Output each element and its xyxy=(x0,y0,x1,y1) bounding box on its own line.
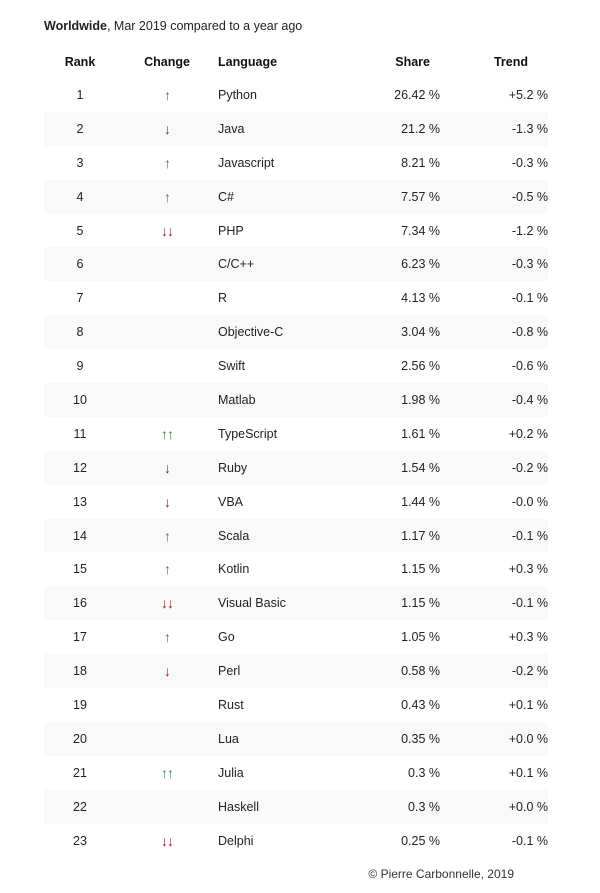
trend-cell: +5.2 % xyxy=(440,78,548,112)
trend-cell: -0.5 % xyxy=(440,180,548,214)
language-cell: Perl xyxy=(218,654,348,688)
language-cell: Haskell xyxy=(218,790,348,824)
trend-cell: -1.2 % xyxy=(440,214,548,248)
share-cell: 0.25 % xyxy=(348,824,440,858)
table-row xyxy=(44,146,548,180)
change-cell xyxy=(116,281,218,315)
language-cell: Visual Basic xyxy=(218,586,348,620)
language-cell: Go xyxy=(218,620,348,654)
language-cell: R xyxy=(218,281,348,315)
language-cell: Python xyxy=(218,78,348,112)
share-cell: 1.15 % xyxy=(348,586,440,620)
share-cell: 4.13 % xyxy=(348,281,440,315)
change-cell xyxy=(116,519,218,553)
change-cell xyxy=(116,383,218,417)
trend-cell: -0.2 % xyxy=(440,654,548,688)
language-cell: Julia xyxy=(218,756,348,790)
table-row xyxy=(44,790,548,824)
table-row xyxy=(44,519,548,553)
table-row xyxy=(44,451,548,485)
language-cell: Swift xyxy=(218,349,348,383)
trend-cell: +0.3 % xyxy=(440,620,548,654)
header-subtitle: , Mar 2019 compared to a year ago xyxy=(106,19,303,33)
rank-cell: 13 xyxy=(44,485,116,519)
table-row xyxy=(44,722,548,756)
rank-cell: 12 xyxy=(44,451,116,485)
language-cell: Lua xyxy=(218,722,348,756)
trend-cell: -0.3 % xyxy=(440,247,548,281)
change-cell xyxy=(116,485,218,519)
share-cell: 1.44 % xyxy=(348,485,440,519)
language-cell: Java xyxy=(218,112,348,146)
rank-cell: 7 xyxy=(44,281,116,315)
share-cell: 1.15 % xyxy=(348,552,440,586)
share-cell: 8.21 % xyxy=(348,146,440,180)
table-row xyxy=(44,756,548,790)
share-cell: 0.3 % xyxy=(348,790,440,824)
share-cell: 1.17 % xyxy=(348,519,440,553)
arrow-down-icon: ↓ xyxy=(164,663,170,680)
share-cell: 2.56 % xyxy=(348,349,440,383)
share-cell: 1.98 % xyxy=(348,383,440,417)
double-arrow-down-icon: ↓↓ xyxy=(161,222,173,239)
change-cell xyxy=(116,180,218,214)
change-cell xyxy=(116,214,218,248)
language-cell: Objective-C xyxy=(218,315,348,349)
table-row xyxy=(44,383,548,417)
arrow-down-icon: ↓ xyxy=(164,493,170,510)
rank-cell: 1 xyxy=(44,78,116,112)
table-row xyxy=(44,349,548,383)
trend-cell: +0.2 % xyxy=(440,417,548,451)
rank-cell: 4 xyxy=(44,180,116,214)
rank-cell: 6 xyxy=(44,247,116,281)
table-row xyxy=(44,620,548,654)
language-cell: TypeScript xyxy=(218,417,348,451)
language-cell: Ruby xyxy=(218,451,348,485)
trend-cell: +0.1 % xyxy=(440,756,548,790)
share-cell: 1.05 % xyxy=(348,620,440,654)
language-cell: PHP xyxy=(218,214,348,248)
table-row xyxy=(44,824,548,858)
table-body xyxy=(44,78,548,857)
share-cell: 0.58 % xyxy=(348,654,440,688)
rank-cell: 23 xyxy=(44,824,116,858)
trend-cell: +0.3 % xyxy=(440,552,548,586)
trend-cell: +0.1 % xyxy=(440,688,548,722)
language-cell: VBA xyxy=(218,485,348,519)
change-cell xyxy=(116,146,218,180)
header-region: Worldwide xyxy=(44,19,107,33)
column-header-language[interactable]: Language xyxy=(218,55,278,69)
language-cell: Scala xyxy=(218,519,348,553)
column-header-trend[interactable]: Trend xyxy=(493,55,528,69)
share-cell: 7.57 % xyxy=(348,180,440,214)
trend-cell: +0.0 % xyxy=(440,722,548,756)
trend-cell: +0.0 % xyxy=(440,790,548,824)
rank-cell: 11 xyxy=(44,417,116,451)
change-cell xyxy=(116,654,218,688)
change-cell xyxy=(116,451,218,485)
change-cell xyxy=(116,349,218,383)
trend-cell: -0.1 % xyxy=(440,281,548,315)
table-row xyxy=(44,247,548,281)
change-cell xyxy=(116,824,218,858)
trend-cell: -0.8 % xyxy=(440,315,548,349)
page-header xyxy=(44,19,302,33)
rank-cell: 19 xyxy=(44,688,116,722)
trend-cell: -0.4 % xyxy=(440,383,548,417)
change-cell xyxy=(116,112,218,146)
rank-cell: 2 xyxy=(44,112,116,146)
table-row xyxy=(44,485,548,519)
rank-cell: 3 xyxy=(44,146,116,180)
trend-cell: -0.6 % xyxy=(440,349,548,383)
language-cell: Kotlin xyxy=(218,552,348,586)
rank-cell: 20 xyxy=(44,722,116,756)
trend-cell: -0.1 % xyxy=(440,586,548,620)
trend-cell: -0.2 % xyxy=(440,451,548,485)
rank-cell: 10 xyxy=(44,383,116,417)
double-arrow-up-icon: ↑↑ xyxy=(161,425,173,442)
table-row xyxy=(44,214,548,248)
arrow-up-icon: ↑ xyxy=(164,561,170,578)
column-header-change[interactable]: Change xyxy=(144,55,190,69)
table-row xyxy=(44,417,548,451)
table-header-row xyxy=(44,46,548,78)
share-cell: 1.61 % xyxy=(348,417,440,451)
trend-cell: -1.3 % xyxy=(440,112,548,146)
language-cell: C/C++ xyxy=(218,247,348,281)
rank-cell: 18 xyxy=(44,654,116,688)
arrow-up-icon: ↑ xyxy=(164,527,170,544)
arrow-up-icon: ↑ xyxy=(164,188,170,205)
rank-cell: 5 xyxy=(44,214,116,248)
trend-cell: -0.1 % xyxy=(440,519,548,553)
change-cell xyxy=(116,688,218,722)
rank-cell: 22 xyxy=(44,790,116,824)
language-cell: Matlab xyxy=(218,383,348,417)
rank-cell: 16 xyxy=(44,586,116,620)
language-cell: Rust xyxy=(218,688,348,722)
share-cell: 0.35 % xyxy=(348,722,440,756)
language-cell: C# xyxy=(218,180,348,214)
arrow-up-icon: ↑ xyxy=(164,629,170,646)
share-cell: 6.23 % xyxy=(348,247,440,281)
trend-cell: -0.0 % xyxy=(440,485,548,519)
rank-cell: 21 xyxy=(44,756,116,790)
column-header-rank[interactable]: Rank xyxy=(64,55,96,69)
share-cell: 0.3 % xyxy=(348,756,440,790)
change-cell xyxy=(116,586,218,620)
arrow-down-icon: ↓ xyxy=(164,459,170,476)
change-cell xyxy=(116,552,218,586)
change-cell xyxy=(116,417,218,451)
change-cell xyxy=(116,790,218,824)
change-cell xyxy=(116,620,218,654)
rank-cell: 9 xyxy=(44,349,116,383)
table-row xyxy=(44,586,548,620)
share-cell: 21.2 % xyxy=(348,112,440,146)
share-cell: 3.04 % xyxy=(348,315,440,349)
double-arrow-down-icon: ↓↓ xyxy=(161,595,173,612)
share-cell: 26.42 % xyxy=(348,78,440,112)
table-row xyxy=(44,654,548,688)
arrow-up-icon: ↑ xyxy=(164,154,170,171)
change-cell xyxy=(116,247,218,281)
table-row xyxy=(44,552,548,586)
change-cell xyxy=(116,315,218,349)
table-row xyxy=(44,281,548,315)
column-header-share[interactable]: Share xyxy=(395,55,430,69)
share-cell: 1.54 % xyxy=(348,451,440,485)
share-cell: 0.43 % xyxy=(348,688,440,722)
table-row xyxy=(44,112,548,146)
change-cell xyxy=(116,756,218,790)
double-arrow-up-icon: ↑↑ xyxy=(161,764,173,781)
trend-cell: -0.1 % xyxy=(440,824,548,858)
change-cell xyxy=(116,722,218,756)
table-row xyxy=(44,688,548,722)
share-cell: 7.34 % xyxy=(348,214,440,248)
arrow-down-icon: ↓ xyxy=(164,120,170,137)
table-row xyxy=(44,315,548,349)
table-row xyxy=(44,180,548,214)
language-cell: Javascript xyxy=(218,146,348,180)
copyright-footer: © Pierre Carbonnelle, 2019 xyxy=(368,867,514,881)
change-cell xyxy=(116,78,218,112)
double-arrow-down-icon: ↓↓ xyxy=(161,832,173,849)
trend-cell: -0.3 % xyxy=(440,146,548,180)
table-row xyxy=(44,78,548,112)
arrow-up-icon: ↑ xyxy=(164,86,170,103)
rank-cell: 17 xyxy=(44,620,116,654)
ranking-table xyxy=(44,46,548,857)
language-cell: Delphi xyxy=(218,824,348,858)
rank-cell: 15 xyxy=(44,552,116,586)
rank-cell: 8 xyxy=(44,315,116,349)
rank-cell: 14 xyxy=(44,519,116,553)
